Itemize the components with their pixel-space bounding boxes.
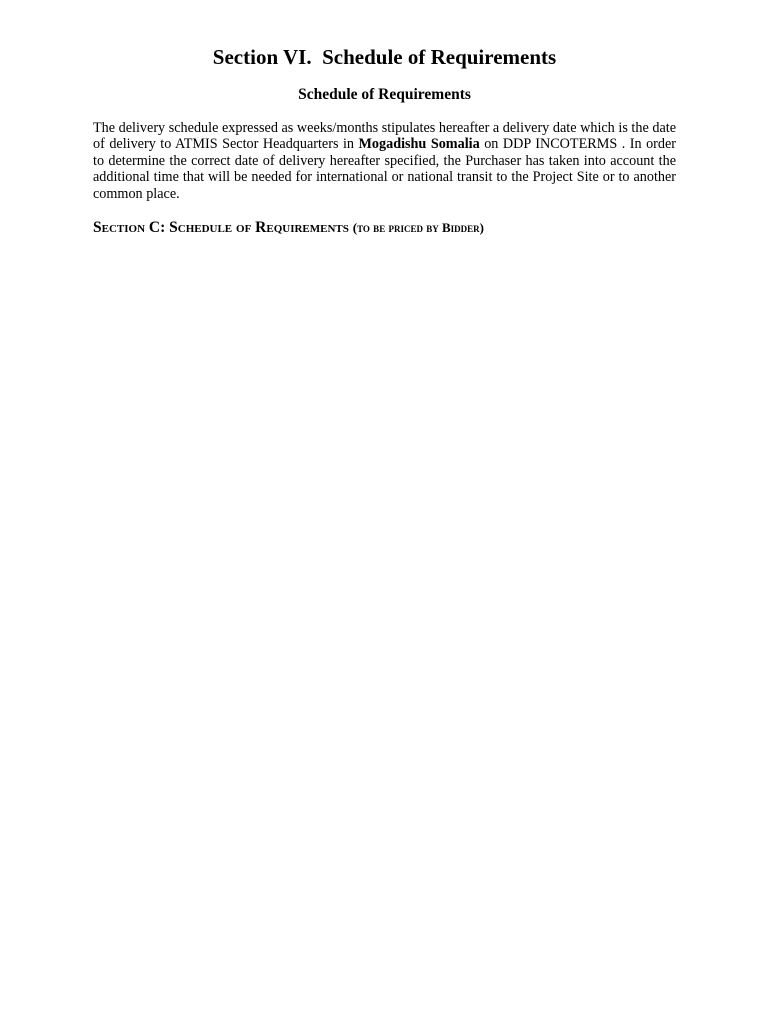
page-subtitle: Schedule of Requirements [298, 86, 471, 103]
section-c-title: Section C: Schedule of Requirements [93, 219, 349, 236]
paragraph-text-part1: The delivery schedule expressed as weeks/months stipulates hereafter a delivery date which is the date of delivery to ATMIS Sector Headquarters in [93, 120, 676, 153]
delivery-schedule-paragraph [93, 120, 676, 202]
section-c-note: (to be priced by Bidder) [352, 220, 484, 235]
paragraph-text-part2: on DDP INCOTERMS . In order to determine the correct date of delivery hereafter specified, the Purchaser has taken into account the additional time that will be needed for international or national transit to the Project Site or to another common place. [93, 136, 677, 202]
delivery-location: Mogadishu Somalia [358, 136, 480, 153]
page-title: Section VI. Schedule of Requirements [212, 45, 557, 69]
section-c-heading [93, 218, 676, 238]
